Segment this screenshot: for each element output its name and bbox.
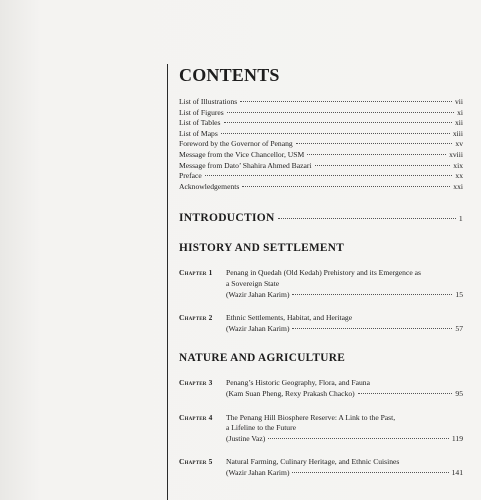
chapter-entry	[179, 457, 463, 478]
chapter-page: 15	[455, 289, 463, 299]
chapter-author: (Wazir Jahan Karim)	[226, 467, 290, 477]
toc-entry-label: Message from the Vice Chancellor, USM	[179, 149, 305, 159]
dot-leader	[221, 133, 450, 134]
chapter-title-line: The Penang Hill Biosphere Reserve: A Link to the Past,	[226, 412, 396, 422]
dot-leader	[224, 122, 452, 123]
chapter-entry	[179, 313, 463, 334]
chapter-label: Chapter 1	[179, 268, 213, 278]
toc-entry-page: xix	[453, 160, 463, 170]
section-heading: NATURE AND AGRICULTURE	[179, 352, 346, 365]
dot-leader	[296, 143, 453, 144]
dot-leader	[268, 438, 449, 439]
chapter-author: (Wazir Jahan Karim)	[226, 289, 290, 299]
toc-entry-label: List of Illustrations	[179, 97, 238, 106]
introduction-entry	[179, 212, 463, 224]
toc-entry-page: xiii	[452, 128, 463, 138]
chapter-author: (Kam Suan Pheng, Rexy Prakash Chacko)	[226, 388, 355, 398]
toc-entry-page: vii	[454, 97, 463, 106]
chapter-author-row	[226, 468, 463, 479]
page-title: CONTENTS	[179, 65, 280, 85]
toc-entry	[179, 118, 463, 129]
chapter-author-row	[226, 290, 463, 301]
toc-entry-page: xii	[454, 118, 463, 128]
chapter-page: 119	[451, 433, 463, 443]
chapter-author-row	[226, 434, 463, 445]
dot-leader	[205, 175, 453, 176]
chapter-title-line: a Lifeline to the Future	[226, 423, 297, 433]
chapter-title-line: Penang in Quedah (Old Kedah) Prehistory and its Emergence as	[226, 268, 421, 278]
dot-leader	[292, 472, 448, 473]
dot-leader	[240, 101, 452, 102]
chapter-title-line: Ethnic Settlements, Habitat, and Heritage	[226, 313, 353, 323]
dot-leader	[278, 218, 456, 219]
toc-entry	[179, 150, 463, 161]
chapter-author-row	[226, 389, 463, 400]
dot-leader	[307, 154, 446, 155]
chapter-label: Chapter 2	[179, 313, 213, 323]
front-matter-list	[179, 97, 463, 192]
toc-entry-page: xviii	[449, 149, 463, 159]
chapter-body	[226, 313, 463, 334]
toc-entry	[179, 139, 463, 150]
vertical-rule	[167, 64, 168, 500]
dot-leader	[227, 112, 454, 113]
chapter-body	[226, 268, 463, 300]
contents-page	[179, 64, 463, 478]
chapter-page: 95	[455, 388, 463, 398]
dot-leader	[315, 165, 451, 166]
introduction-label: INTRODUCTION	[179, 212, 275, 225]
toc-entry-label: Preface	[179, 171, 202, 181]
chapter-body	[226, 378, 463, 399]
dot-leader	[358, 393, 453, 394]
chapter-body	[226, 457, 463, 478]
toc-entry-label: List of Tables	[179, 118, 221, 128]
chapter-page: 57	[455, 323, 463, 333]
chapter-label: Chapter 5	[179, 457, 213, 467]
toc-entry-page: xi	[457, 107, 463, 117]
dot-leader	[242, 186, 450, 187]
chapter-author-row	[226, 324, 463, 335]
chapter-entry	[179, 268, 463, 300]
toc-entry	[179, 161, 463, 172]
toc-entry-label: Acknowledgements	[179, 181, 240, 191]
toc-entry-page: xx	[455, 171, 463, 181]
toc-entry-label: Foreword by the Governor of Penang	[179, 139, 293, 149]
toc-entry-label: List of Figures	[179, 107, 224, 117]
chapter-label: Chapter 4	[179, 412, 213, 422]
chapter-title-line: Penang’s Historic Geography, Flora, and Fauna	[226, 378, 370, 388]
dot-leader	[292, 328, 452, 329]
chapter-page: 141	[451, 467, 463, 477]
toc-entry	[179, 182, 463, 193]
chapter-entry	[179, 413, 463, 445]
toc-entry-label: Message from Dato’ Shahira Ahmed Bazari	[179, 160, 312, 170]
toc-entry	[179, 129, 463, 140]
section-heading: HISTORY AND SETTLEMENT	[179, 242, 345, 255]
chapter-body	[226, 413, 463, 445]
toc-entry	[179, 171, 463, 182]
chapter-author: (Justine Vaz)	[226, 433, 266, 443]
chapter-label: Chapter 3	[179, 378, 213, 388]
toc-entry	[179, 108, 463, 119]
chapter-entry	[179, 378, 463, 399]
toc-entry-label: List of Maps	[179, 128, 218, 138]
chapter-author: (Wazir Jahan Karim)	[226, 323, 290, 333]
chapter-title-line: Natural Farming, Culinary Heritage, and Ethnic Cuisines	[226, 457, 400, 467]
introduction-page: 1	[458, 214, 463, 224]
dot-leader	[292, 294, 452, 295]
toc-entry	[179, 97, 463, 108]
chapter-title-line: a Sovereign State	[226, 278, 280, 288]
toc-entry-page: xv	[455, 139, 463, 149]
toc-entry-page: xxi	[453, 181, 463, 191]
